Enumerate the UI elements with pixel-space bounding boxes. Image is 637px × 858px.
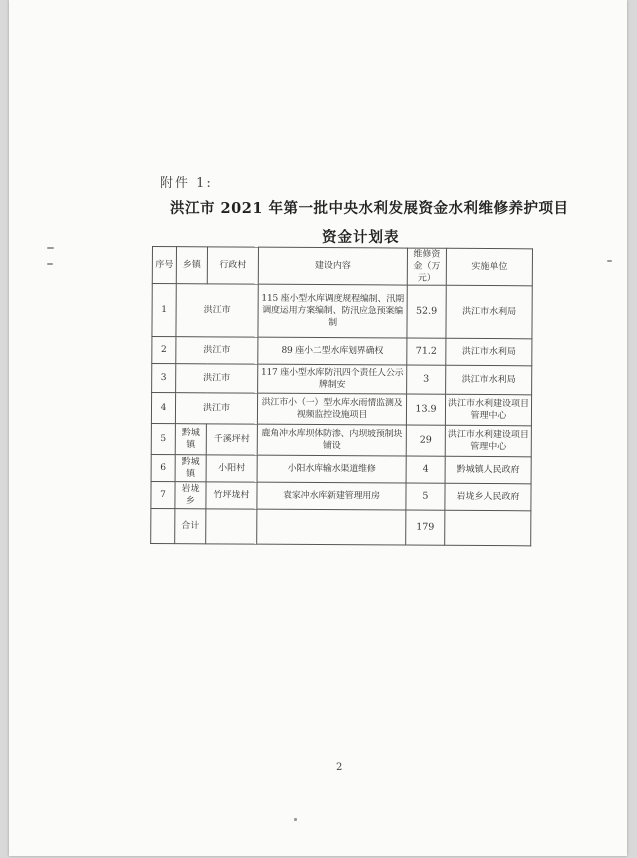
cell-no: 7 <box>151 481 175 508</box>
cell-unit: 洪江市水利局 <box>446 338 532 366</box>
cell-town: 黔城镇 <box>175 455 206 482</box>
cell-content: 鹿角冲水库坝体防渗、内坝坡预制块铺设 <box>257 424 406 456</box>
cell-town: 黔城镇 <box>175 424 206 455</box>
header-content: 建设内容 <box>258 247 407 285</box>
cell-content: 115 座小型水库调度规程编制、汛期调度运用方案编制、防汛应急预案编制 <box>258 284 407 338</box>
cell-town: 岩垅乡 <box>175 482 206 509</box>
scan-speck <box>47 263 53 265</box>
cell-content: 89 座小二型水库划界确权 <box>258 337 407 365</box>
cell-unit: 黔城镇人民政府 <box>445 456 531 484</box>
header-fund: 维修资金（万元） <box>407 248 446 285</box>
cell-town-village: 洪江市 <box>176 337 258 365</box>
scan-speck <box>607 260 612 262</box>
table-row <box>152 284 532 339</box>
cell-unit: 洪江市水利局 <box>446 285 532 339</box>
cell-village: 小阳村 <box>206 455 257 482</box>
header-village: 行政村 <box>207 247 258 284</box>
cell-fund: 52.9 <box>407 285 446 338</box>
cell-town-village: 洪江市 <box>176 364 258 394</box>
cell-unit: 洪江市水利建设项目管理中心 <box>445 394 531 426</box>
cell-no: 1 <box>152 284 176 337</box>
cell-fund: 13.9 <box>406 394 445 425</box>
total-label: 合计 <box>175 509 206 544</box>
cell-unit: 洪江市水利建设项目管理中心 <box>445 425 531 457</box>
header-town: 乡镇 <box>176 247 207 284</box>
attachment-label: 附件 1: <box>160 176 213 191</box>
cell-unit: 岩垅乡人民政府 <box>445 483 531 511</box>
cell-no: 2 <box>152 337 176 364</box>
table-row <box>152 337 532 366</box>
cell-unit: 洪江市水利局 <box>446 365 532 395</box>
table-row <box>151 481 531 510</box>
total-row <box>151 508 531 545</box>
table-row <box>151 393 531 426</box>
page-number: 2 <box>336 762 343 773</box>
fund-plan-table <box>150 246 533 546</box>
cell-content-empty <box>257 509 406 545</box>
cell-town-village: 洪江市 <box>175 393 257 425</box>
scan-speck <box>294 818 297 821</box>
cell-town-village: 洪江市 <box>176 284 258 337</box>
cell-content: 小阳水库输水渠道维修 <box>257 455 406 483</box>
table-header-row <box>152 247 532 286</box>
cell-fund: 5 <box>406 483 445 510</box>
cell-no-empty <box>151 508 175 543</box>
cell-fund: 4 <box>406 456 445 483</box>
cell-fund: 71.2 <box>407 338 446 365</box>
cell-village: 千溪坪村 <box>206 424 257 455</box>
total-fund: 179 <box>406 510 445 545</box>
cell-no: 3 <box>152 364 176 393</box>
header-no: 序号 <box>152 247 176 284</box>
document-title: 洪江市 2021 年第一批中央水利发展资金水利维修养护项目 <box>170 200 569 217</box>
table-row <box>152 364 532 395</box>
scan-speck <box>47 247 54 249</box>
header-unit: 实施单位 <box>446 248 532 286</box>
cell-fund: 29 <box>406 425 445 456</box>
table-row <box>151 423 531 456</box>
cell-content: 117 座小型水库防汛四个责任人公示牌制安 <box>258 364 407 394</box>
cell-village: 竹坪垅村 <box>206 482 257 509</box>
cell-village-empty <box>206 509 257 544</box>
cell-unit-empty <box>445 510 531 546</box>
cell-content: 袁家冲水库新建管理用房 <box>257 482 406 510</box>
cell-no: 6 <box>151 454 175 481</box>
cell-no: 4 <box>151 393 175 424</box>
cell-fund: 3 <box>407 365 446 394</box>
cell-content: 洪江市小（一）型水库水雨情监测及视频监控设施项目 <box>257 393 406 425</box>
cell-no: 5 <box>151 423 175 454</box>
table-row <box>151 454 531 483</box>
document-subtitle: 资金计划表 <box>322 229 400 246</box>
